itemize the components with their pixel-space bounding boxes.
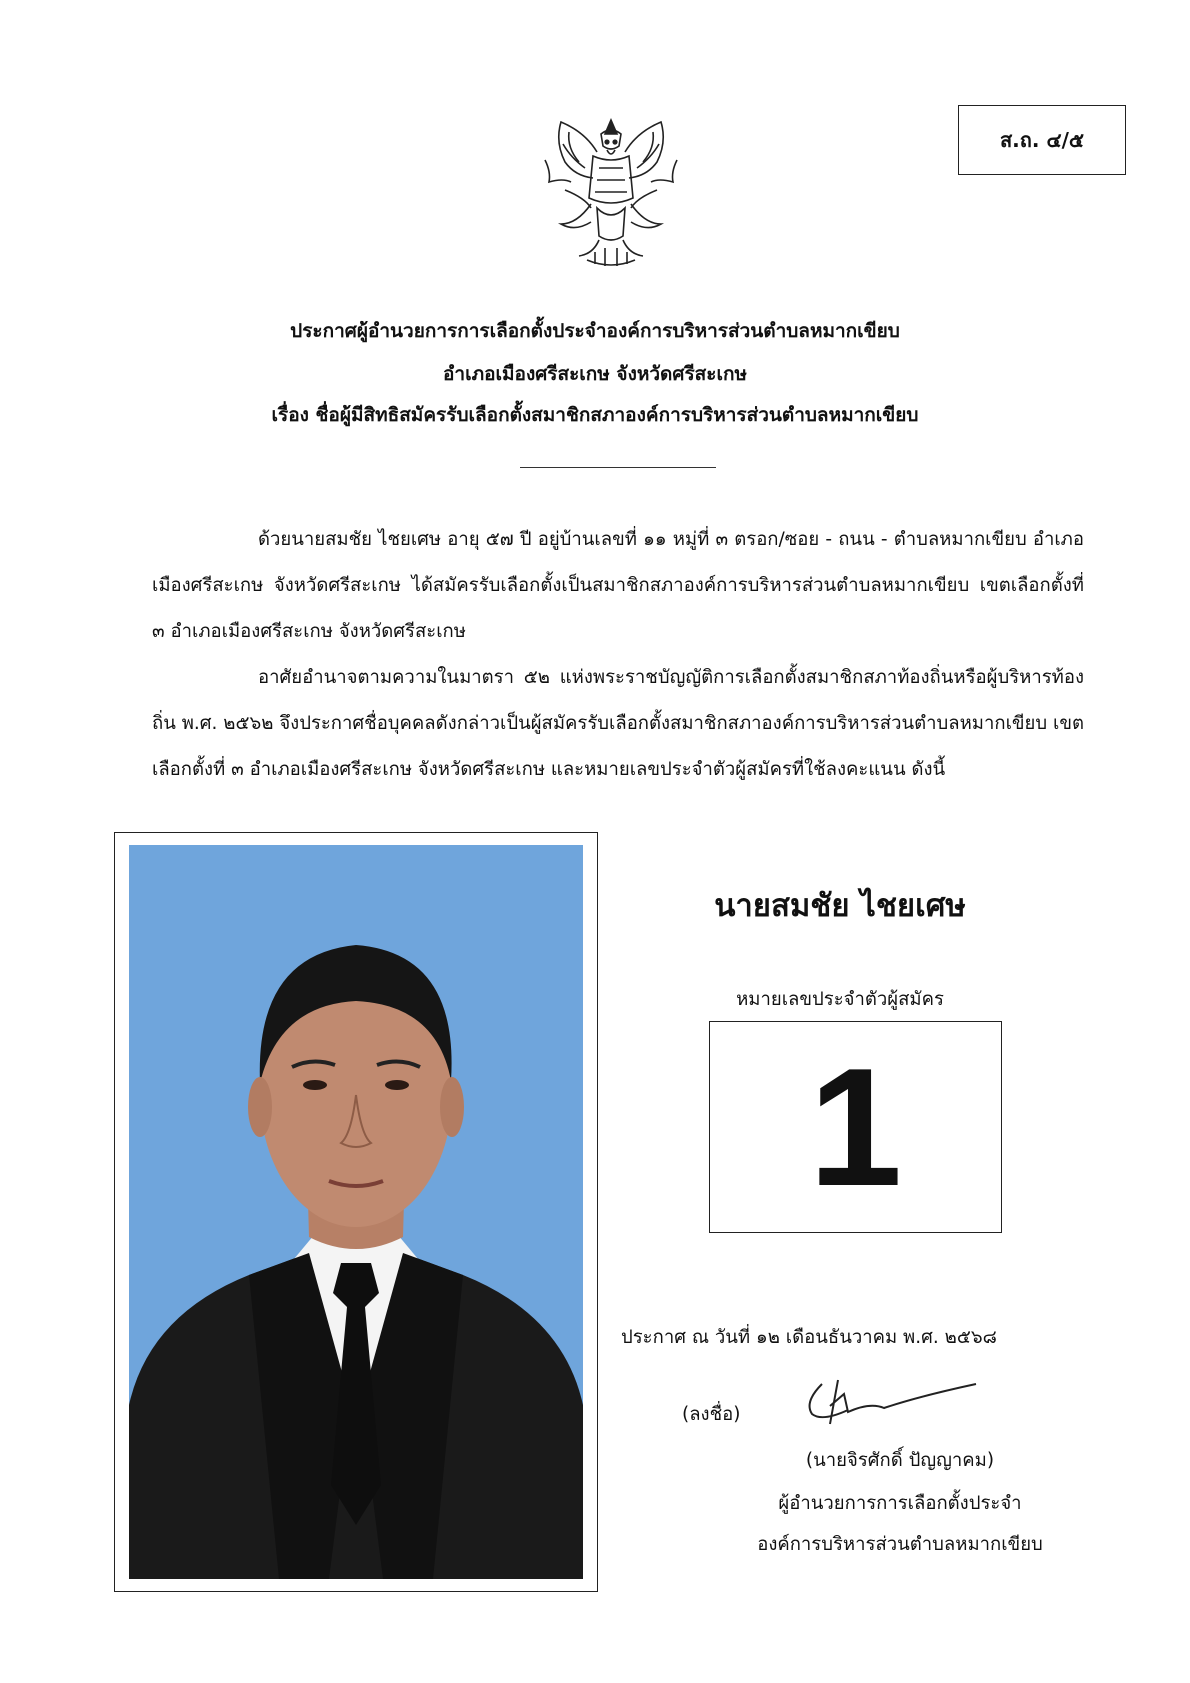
announcement-date: ประกาศ ณ วันที่ ๑๒ เดือนธันวาคม พ.ศ. ๒๕๖๘ xyxy=(621,1327,997,1348)
official-name: (นายจิรศักดิ์ ปัญญาคม) xyxy=(805,1450,995,1471)
garuda-emblem-icon xyxy=(535,112,687,272)
heading-rule xyxy=(520,467,716,468)
form-code: ส.ถ. ๔/๕ xyxy=(999,128,1085,152)
ear-right xyxy=(440,1077,464,1137)
heading-subject: เรื่อง ชื่อผู้มีสิทธิสมัครรับเลือกตั้งสมาชิกสภาองค์การบริหารส่วนตำบลหมากเขียบ xyxy=(271,404,919,426)
paragraph-authority-text: อาศัยอำนาจตามความในมาตรา ๕๒ แห่งพระราชบัญญัติการเลือกตั้งสมาชิกสภาท้องถิ่นหรือผู้บริหารท้องถิ่น พ.ศ. ๒๕๖๒ จึงประกาศชื่อบุคคลดังกล่าวเป็นผู้สมัครรับเลือกตั้งสมาชิกสภาองค์การบริหารส่วนตำบลหมากเขียบ เขตเลือกตั้งที่ ๓ อำเภอเมืองศรีสะเกษ จังหวัดศรีสะเกษ และหมายเลขประจำตัวผู้สมัครที่ใช้ลงคะแนน ดังนี้ xyxy=(152,667,1085,780)
candidate-photo xyxy=(129,845,583,1579)
paragraph-authority xyxy=(152,655,1084,793)
paragraph-applicant xyxy=(152,517,1084,655)
form-code-box xyxy=(958,105,1126,175)
official-title-line-2: องค์การบริหารส่วนตำบลหมากเขียบ xyxy=(757,1534,1043,1555)
eye-right xyxy=(385,1080,409,1090)
signature-label: (ลงชื่อ) xyxy=(682,1404,741,1425)
candidate-number-label: หมายเลขประจำตัวผู้สมัคร xyxy=(736,989,944,1010)
candidate-number: 1 xyxy=(808,1033,903,1221)
candidate-number-box xyxy=(709,1021,1002,1233)
candidate-photo-frame xyxy=(114,832,598,1592)
heading-line-2: อำเภอเมืองศรีสะเกษ จังหวัดศรีสะเกษ xyxy=(443,363,747,385)
eye-left xyxy=(303,1080,327,1090)
ear-left xyxy=(248,1077,272,1137)
signature-mark xyxy=(800,1372,990,1432)
official-title-line-1: ผู้อำนวยการการเลือกตั้งประจำ xyxy=(778,1493,1022,1514)
candidate-name: นายสมชัย ไชยเศษ xyxy=(714,888,966,924)
heading-line-1: ประกาศผู้อำนวยการการเลือกตั้งประจำองค์การบริหารส่วนตำบลหมากเขียบ xyxy=(290,320,900,342)
paragraph-applicant-text: ด้วยนายสมชัย ไชยเศษ อายุ ๕๗ ปี อยู่บ้านเลขที่ ๑๑ หมู่ที่ ๓ ตรอก/ซอย - ถนน - ตำบลหมากเขียบ อำเภอเมืองศรีสะเกษ จังหวัดศรีสะเกษ ได้สมัครรับเลือกตั้งเป็นสมาชิกสภาองค์การบริหารส่วนตำบลหมากเขียบ เขตเลือกตั้งที่ ๓ อำเภอเมืองศรีสะเกษ จังหวัดศรีสะเกษ xyxy=(152,529,1084,642)
